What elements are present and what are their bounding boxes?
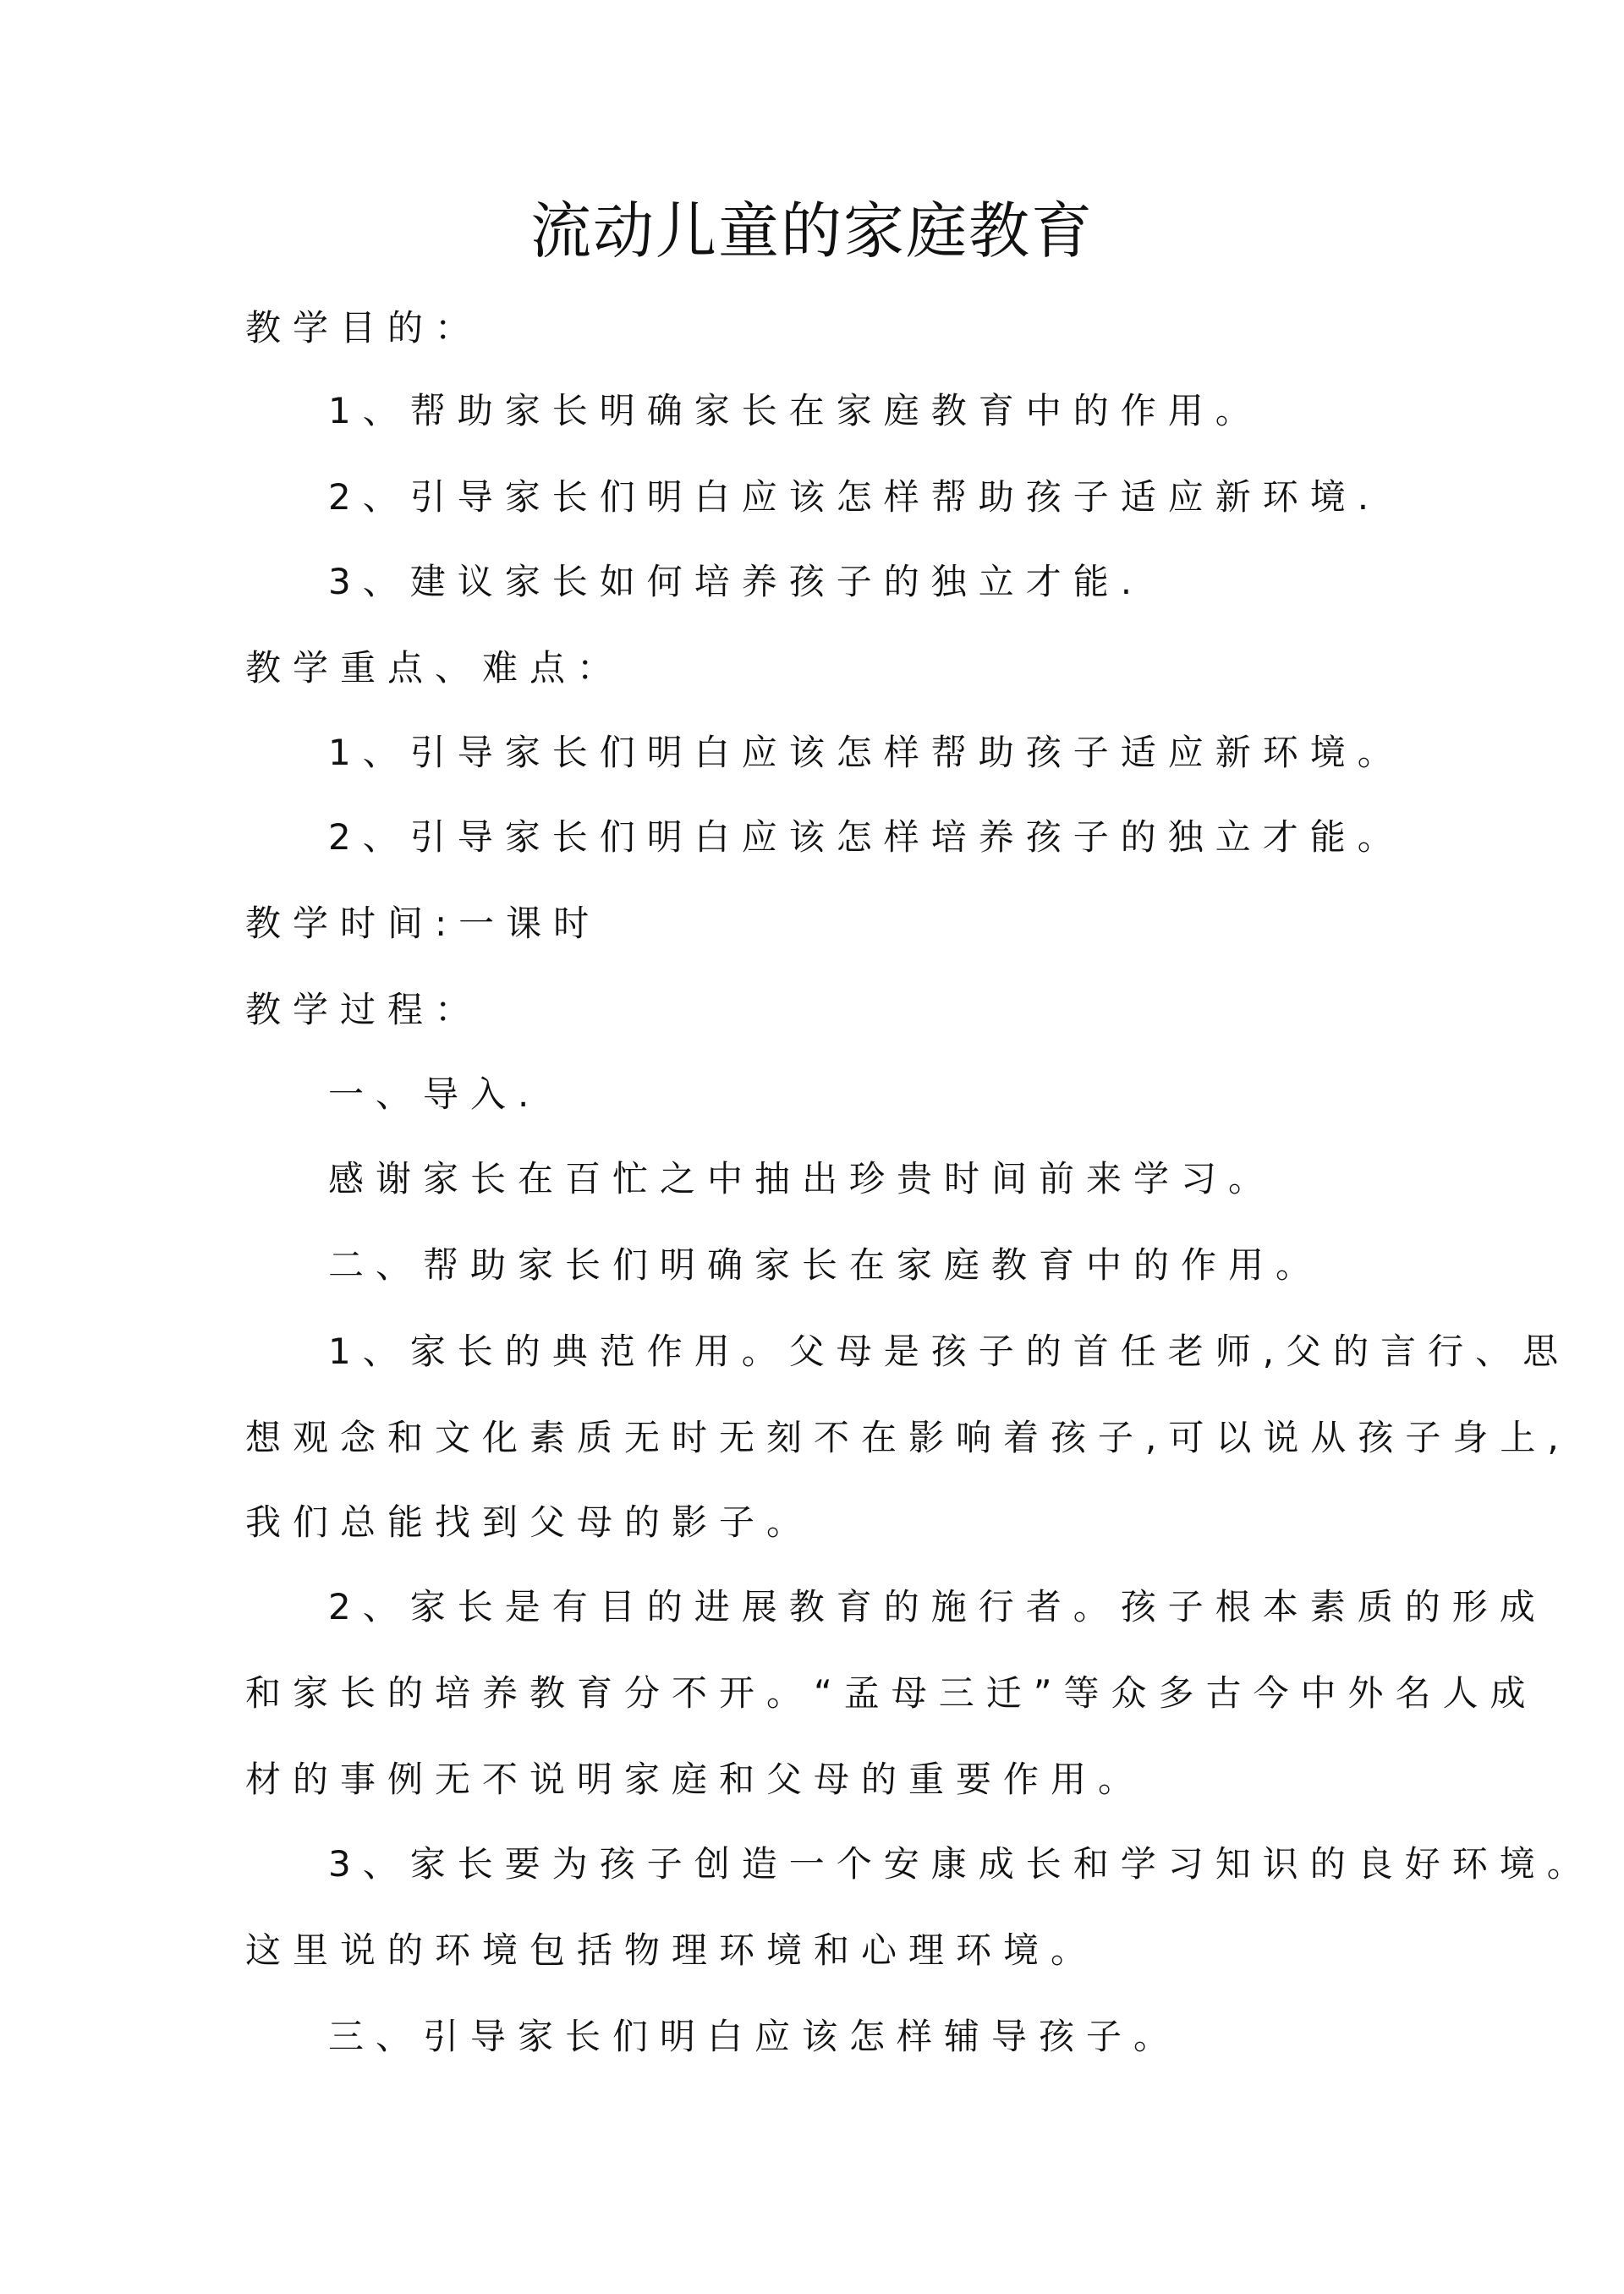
paragraph-line: 2、家长是有目的进展教育的施行者。孩子根本素质的形成	[328, 1586, 1547, 1627]
key-point-item-2: 2、引导家长们明白应该怎样培养孩子的独立才能。	[328, 816, 1405, 858]
process-step-3-heading: 三、引导家长们明白应该怎样辅导孩子。	[328, 2016, 1182, 2057]
objective-item-2: 2、引导家长们明白应该怎样帮助孩子适应新环境.	[328, 476, 1381, 518]
objective-item-3: 3、建议家长如何培养孩子的独立才能.	[328, 561, 1144, 602]
section-heading-objectives: 教学目的：	[245, 307, 483, 348]
process-step-1-text: 感谢家长在百忙之中抽出珍贵时间前来学习。	[328, 1158, 1276, 1199]
document-title: 流动儿童的家庭教育	[529, 195, 1094, 266]
paragraph-line: 材的事例无不说明家庭和父母的重要作用。	[245, 1759, 1146, 1800]
paragraph-line: 1、家长的典范作用。父母是孩子的首任老师,父的言行、思	[328, 1331, 1571, 1372]
teaching-time: 教学时间:一课时	[245, 903, 601, 944]
section-heading-key-points: 教学重点、难点：	[245, 647, 625, 689]
section-heading-process: 教学过程：	[245, 989, 483, 1030]
paragraph-line: 我们总能找到父母的影子。	[245, 1501, 815, 1543]
paragraph-line: 想观念和文化素质无时无刻不在影响着孩子,可以说从孩子身上,	[245, 1417, 1571, 1458]
paragraph-line: 3、家长要为孩子创造一个安康成长和学习知识的良好环境。	[328, 1843, 1594, 1885]
process-step-2-heading: 二、帮助家长们明确家长在家庭教育中的作用。	[328, 1244, 1324, 1286]
process-step-1-heading: 一、导入.	[328, 1073, 541, 1115]
key-point-item-1: 1、引导家长们明白应该怎样帮助孩子适应新环境。	[328, 732, 1405, 773]
objective-item-1: 1、帮助家长明确家长在家庭教育中的作用。	[328, 390, 1263, 431]
paragraph-line: 这里说的环境包括物理环境和心理环境。	[245, 1929, 1099, 1971]
paragraph-line: 和家长的培养教育分不开。“孟母三迁”等众多古今中外名人成	[245, 1672, 1538, 1714]
